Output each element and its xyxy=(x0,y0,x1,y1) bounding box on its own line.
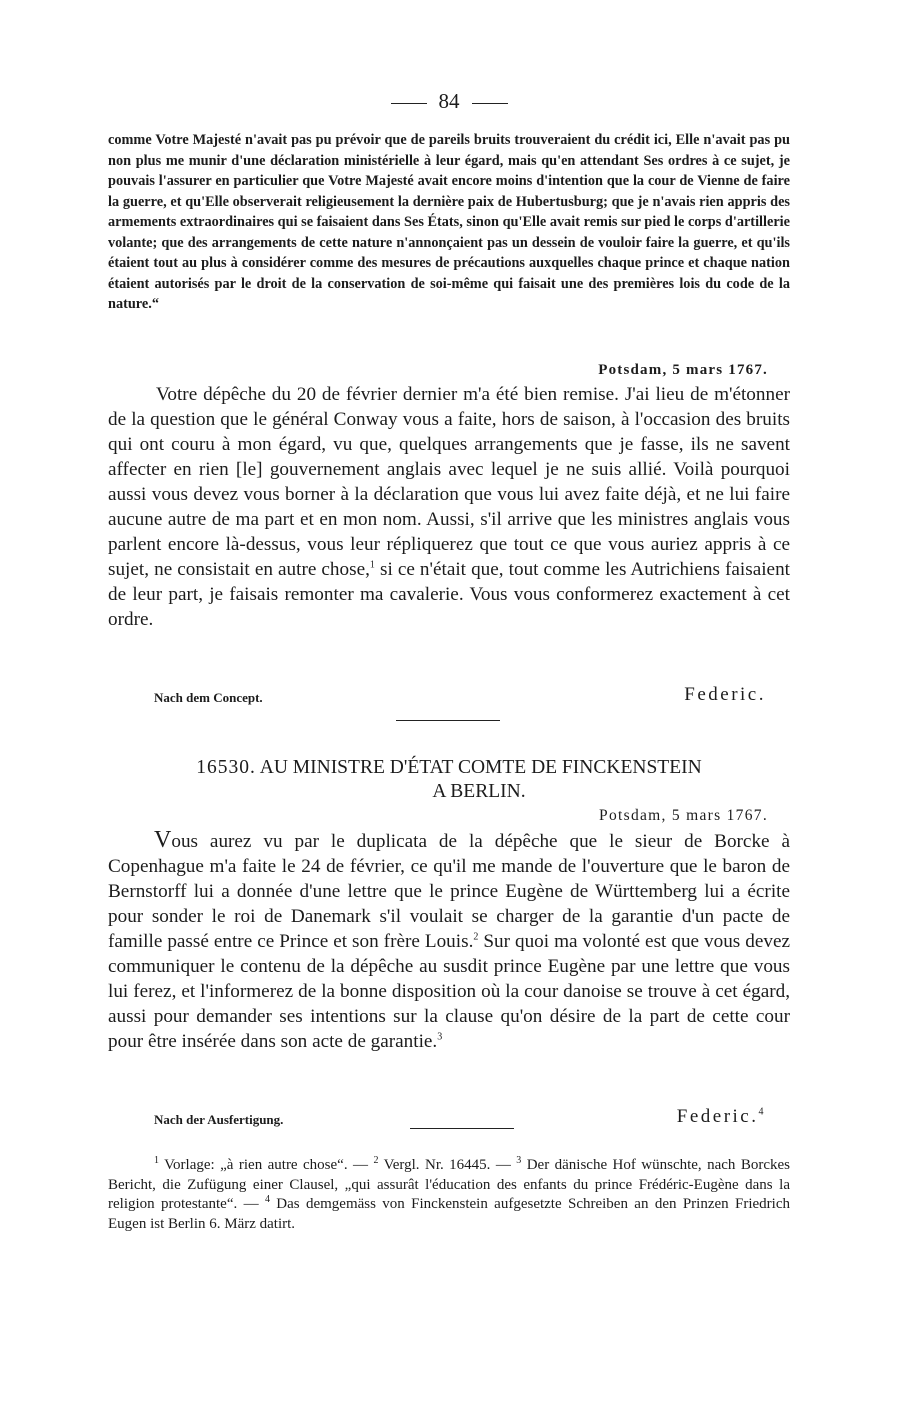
continued-letter-text: comme Votre Majesté n'avait pas pu prévoir que de pareils bruits trouveraient du crédit ici, Elle n'avait pas pu non plus me munir d'une déclaration ministérielle à leur égard, mais qu'en attendant Ses ordres à ce sujet, je pouvais l'assurer en particulier que Votre Majesté avait encore moins d'intention que la cour de Vienne de faire la guerre, et qu'Elle observerait religieusement la dernière paix de Hubertusburg; que je n'avais rien appris des armements extraordinaires qui se faisaient dans Ses États, sinon qu'Elle avait remis sur pied le corps d'artillerie volante; que des arrangements de cette nature n'annonçaient pas un dessein de vouloir faire la guerre, et qu'ils étaient tout au plus à considérer comme des mesures de précautions auxquelles chaque prince et chaque nation étaient autorisés par le droit de la conservation de soi-même qui faisait une des premières lois du code de la nature.“ xyxy=(108,132,790,312)
footnote-ref-4: 4 xyxy=(758,1106,766,1118)
letter-signature-row xyxy=(108,1106,790,1130)
letter-text-a: ous aurez vu par le duplicata de la dépêche que le sieur de Borcke à Copenhague m'a faite le 24 de février, ce qu'il me mande de l'ouverture que le baron de Bernstorff lui a donnée d'une lettre que le prince Eugène de Württemberg lui a écrite pour sonder le roi de Danemark s'il voulait se charger de la garantie d'un pacte de famille passé entre ce Prince et son frère Louis. xyxy=(108,831,790,952)
page-number-value: 84 xyxy=(438,89,460,113)
letter-dateline: Potsdam, 5 mars 1767. xyxy=(599,807,768,824)
footnote-1-mark: 1 xyxy=(154,1155,159,1166)
letter-signature-name: Federic. xyxy=(676,1106,759,1127)
footnote-ref-3: 3 xyxy=(437,1031,443,1043)
footnote-3-text: Der dänische Hof wünschte, nach Borckes Bericht, die Zufügung einer Clausel, „qui assurât l'éducation des enfants du prince Frédéric-Eugène dans la religion protestante“. — xyxy=(108,1157,791,1212)
letter-signature xyxy=(677,1106,766,1128)
page-number-rule-right xyxy=(472,103,508,104)
reply-body xyxy=(108,382,790,632)
section-divider xyxy=(396,720,500,721)
letter-number: 16530. xyxy=(196,757,256,778)
footnotes xyxy=(108,1156,790,1234)
letter-heading-line1: AU MINISTRE D'ÉTAT COMTE DE FINCKENSTEIN xyxy=(259,757,702,778)
footnote-block xyxy=(108,1156,790,1234)
page-number xyxy=(108,86,790,116)
reply-signature-row xyxy=(108,684,790,708)
footnote-ref-2: 2 xyxy=(473,931,479,943)
letter-paragraph xyxy=(108,828,790,1054)
reply-text-a: Votre dépêche du 20 de février dernier m'a été bien remise. J'ai lieu de m'étonner de la question que le général Conway vous a faite, hors de saison, à l'occasion des bruits qui ont couru à mon égard, vu que, quelques arrangements que je fasse, ils ne savent affecter en rien [le] gouvernement anglais avec lequel je ne suis allié. Voilà pourquoi aussi vous devez vous borner à la déclaration que vous lui avez faite déjà, et ne lui faire aucune autre de ma part et en mon nom. Aussi, s'il arrive que les ministres anglais vous parlent encore là-dessus, vous leur répliquerez que tout ce que vous auriez appris à ce sujet, ne consistait en autre chose, xyxy=(108,384,790,580)
letter-text-b: Sur quoi ma volonté est que vous devez communiquer le contenu de la dépêche au susdit prince Eugène par une lettre que vous lui ferez, et l'informerez de la bonne disposition où la cour danoise se trouve à cet égard, aussi pour demander ses intentions sur la clause qu'on désire de la part de cette cour pour être insérée dans son acte de garantie. xyxy=(108,931,790,1052)
reply-dateline: Potsdam, 5 mars 1767. xyxy=(598,362,768,378)
footnote-ref-1: 1 xyxy=(369,559,375,571)
reply-source-note: Nach dem Concept. xyxy=(154,690,263,705)
letter-dropcap: V xyxy=(154,827,172,853)
reply-paragraph xyxy=(108,382,790,632)
footnote-4-mark: 4 xyxy=(264,1194,270,1205)
reply-signature: Federic. xyxy=(684,684,766,705)
footnote-3-mark: 3 xyxy=(516,1155,522,1166)
footnote-2-text: Vergl. Nr. 16445. — xyxy=(378,1157,517,1173)
footnote-4-text: Das demgemäss von Finckenstein aufgesetzte Schreiben an den Prinzen Friedrich Eugen ist Berlin 6. März datirt. xyxy=(108,1196,790,1232)
footnote-divider xyxy=(410,1128,514,1129)
letter-heading-line2: A BERLIN. xyxy=(432,781,526,802)
letter-heading xyxy=(108,756,790,804)
footnote-1-text: Vorlage: „à rien autre chose“. — xyxy=(159,1157,374,1173)
page-number-rule-left xyxy=(391,103,427,104)
letter-source-note: Nach der Ausfertigung. xyxy=(154,1112,284,1127)
footnote-2-mark: 2 xyxy=(373,1155,379,1166)
letter-body xyxy=(108,828,790,1054)
reply-text-b: si ce n'était que, tout comme les Autrichiens faisaient de leur part, je faisais remonter ma cavalerie. Vous vous conformerez exactement à cet ordre. xyxy=(108,559,790,630)
